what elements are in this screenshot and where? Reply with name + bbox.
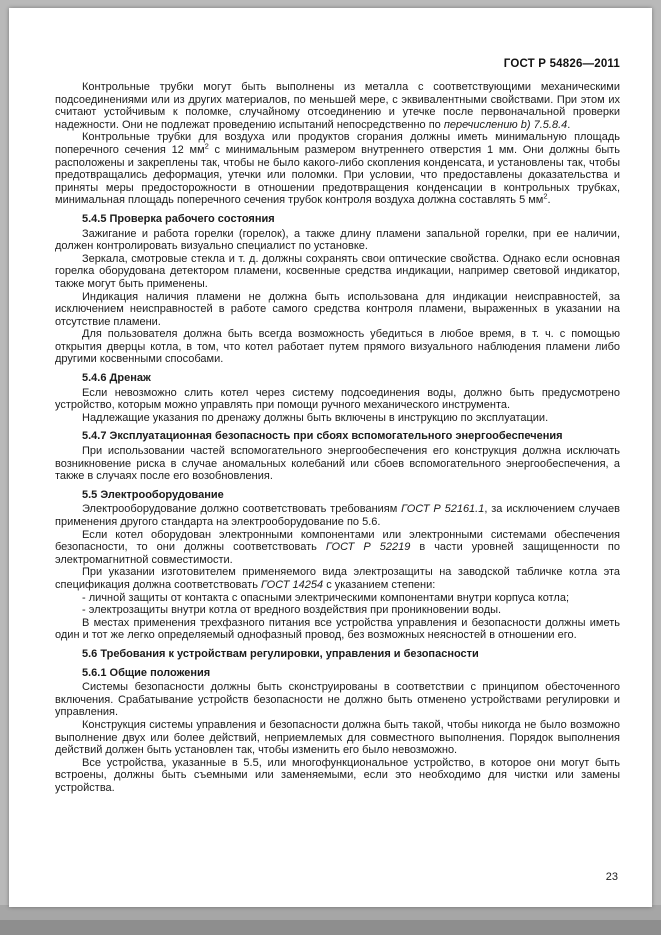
section-heading: 5.6 Требования к устройствам регулировки, управления и безопасности	[82, 647, 479, 660]
paragraph: Контрольные трубки могут быть выполнены из металла с соответствующими механическими подсоединениями или из других материалов, по меньшей мере, с эквивалентными свойствами. При этом их считают устойчивым к поломке, случайному отсоединению и утечке после первоначальной проверки надежности. Они не подлежат проведению испытаний непосредственно по перечислению b) 7.5.8.4.	[55, 81, 620, 131]
paragraph: Для пользователя должна быть всегда возможность убедиться в любое время, в т. ч. с помощью открытия дверцы котла, в том, что котел работает путем прямого визуального наблюдения пламени либо другими косвенными способами.	[55, 328, 620, 366]
paragraph: Зажигание и работа горелки (горелок), а также длину пламени запальной горелки, при ее наличии, должен контролировать визуально специалист по установке.	[55, 227, 620, 253]
paragraph: В местах применения трехфазного питания все устройства управления и безопасности должны иметь один и тот же легко определяемый однофазный провод, без возможных неясностей в отношении его.	[55, 616, 620, 642]
section-heading: 5.5 Электрооборудование	[82, 488, 224, 501]
paragraph: Электрооборудование должно соответствовать требованиям ГОСТ Р 52161.1, за исключением случаев применения другого стандарта на электрооборудование по 5.6.	[55, 503, 621, 528]
document-page	[9, 8, 652, 907]
paragraph: Системы безопасности должны быть сконструированы в соответствии с принципом обесточенного включения. Срабатывание устройств безопасности не должно быть отменено устройствами регулировки и управления.	[55, 681, 620, 719]
paragraph: Все устройства, указанные в 5.5, или многофункциональное устройство, в которое они могут быть встроены, должны быть съемными или заменяемыми, если это необходимо для чистки или замены устройства.	[55, 756, 620, 794]
paragraph: Контрольные трубки для воздуха или продуктов сгорания должны иметь минимальную площадь поперечного сечения 12 $мм^2$ с минимальным размером внутреннего отверстия 1 мм. Они должны быть расположены и закреплены так, чтобы не было какого-либо скопления конденсата, и установлены так, чтобы предотвращались деформация, утечки или поломки. При условии, что предоставлены доказательства и приняты меры предосторожности в отношении предотвращения конденсации в контрольных трубках, минимальная площадь поперечного сечения трубок контроля воздуха должна составлять 5 $мм^2$.	[55, 131, 620, 207]
paragraph: Если невозможно слить котел через систему подсоединения воды, должно быть предусмотрено устройство, которым можно управлять при помощи ручного механического инструмента.	[55, 386, 620, 412]
paragraph: При указании изготовителем применяемого вида электрозащиты на заводской табличке котла эта спецификация должна соответствовать ГОСТ 14254 с указанием степени:	[55, 566, 620, 591]
running-header: ГОСТ Р 54826—2011	[503, 58, 620, 70]
section-heading: 5.4.7 Эксплуатационная безопасность при сбоях вспомогательного энергообеспечения	[82, 430, 563, 443]
document-content	[55, 81, 620, 794]
paragraph: При использовании частей вспомогательного энергообеспечения его конструкция должна исключать возникновение риска в случае аномальных колебаний или сбоев вспомогательного энергообеспечения, а также в случаях после его возобновления.	[55, 445, 620, 483]
section-heading: 5.4.5 Проверка рабочего состояния	[82, 212, 275, 225]
section-heading: 5.6.1 Общие положения	[82, 666, 211, 679]
list-item: - электрозащиты внутри котла от вредного воздействия при проникновении воды.	[82, 604, 502, 617]
paragraph: Если котел оборудован электронными компонентами или электронными системами обеспечения безопасности, то они должны соответствовать ГОСТ Р 52219 в части уровней защищенности по электромагнитной совместимости.	[55, 528, 620, 566]
paragraph: Конструкция системы управления и безопасности должна быть такой, чтобы никогда не было возможно выполнение двух или более действий, неприемлемых для совместного выполнения. Порядок выполнения действий должен быть установлен так, чтобы изменить его было невозможно.	[55, 718, 620, 757]
list-item: - личной защиты от контакта с опасными электрическими компонентами внутри корпуса котла;	[82, 591, 570, 604]
section-heading: 5.4.6 Дренаж	[82, 372, 151, 385]
paragraph: Зеркала, смотровые стекла и т. д. должны сохранять свои оптические свойства. Однако если основная горелка оборудована детектором пламени, косвенные средства индикации, например световой индикатор, также могут быть применены.	[55, 252, 620, 290]
page-number: 23	[605, 871, 618, 883]
paragraph: Надлежащие указания по дренажу должны быть включены в инструкцию по эксплуатации.	[82, 411, 549, 424]
paragraph: Индикация наличия пламени не должна быть использована для индикации неисправностей, за исключением неисправностей в работе самого средства контроля пламени, выраженных в указании на отсутствие пламени.	[55, 290, 620, 328]
